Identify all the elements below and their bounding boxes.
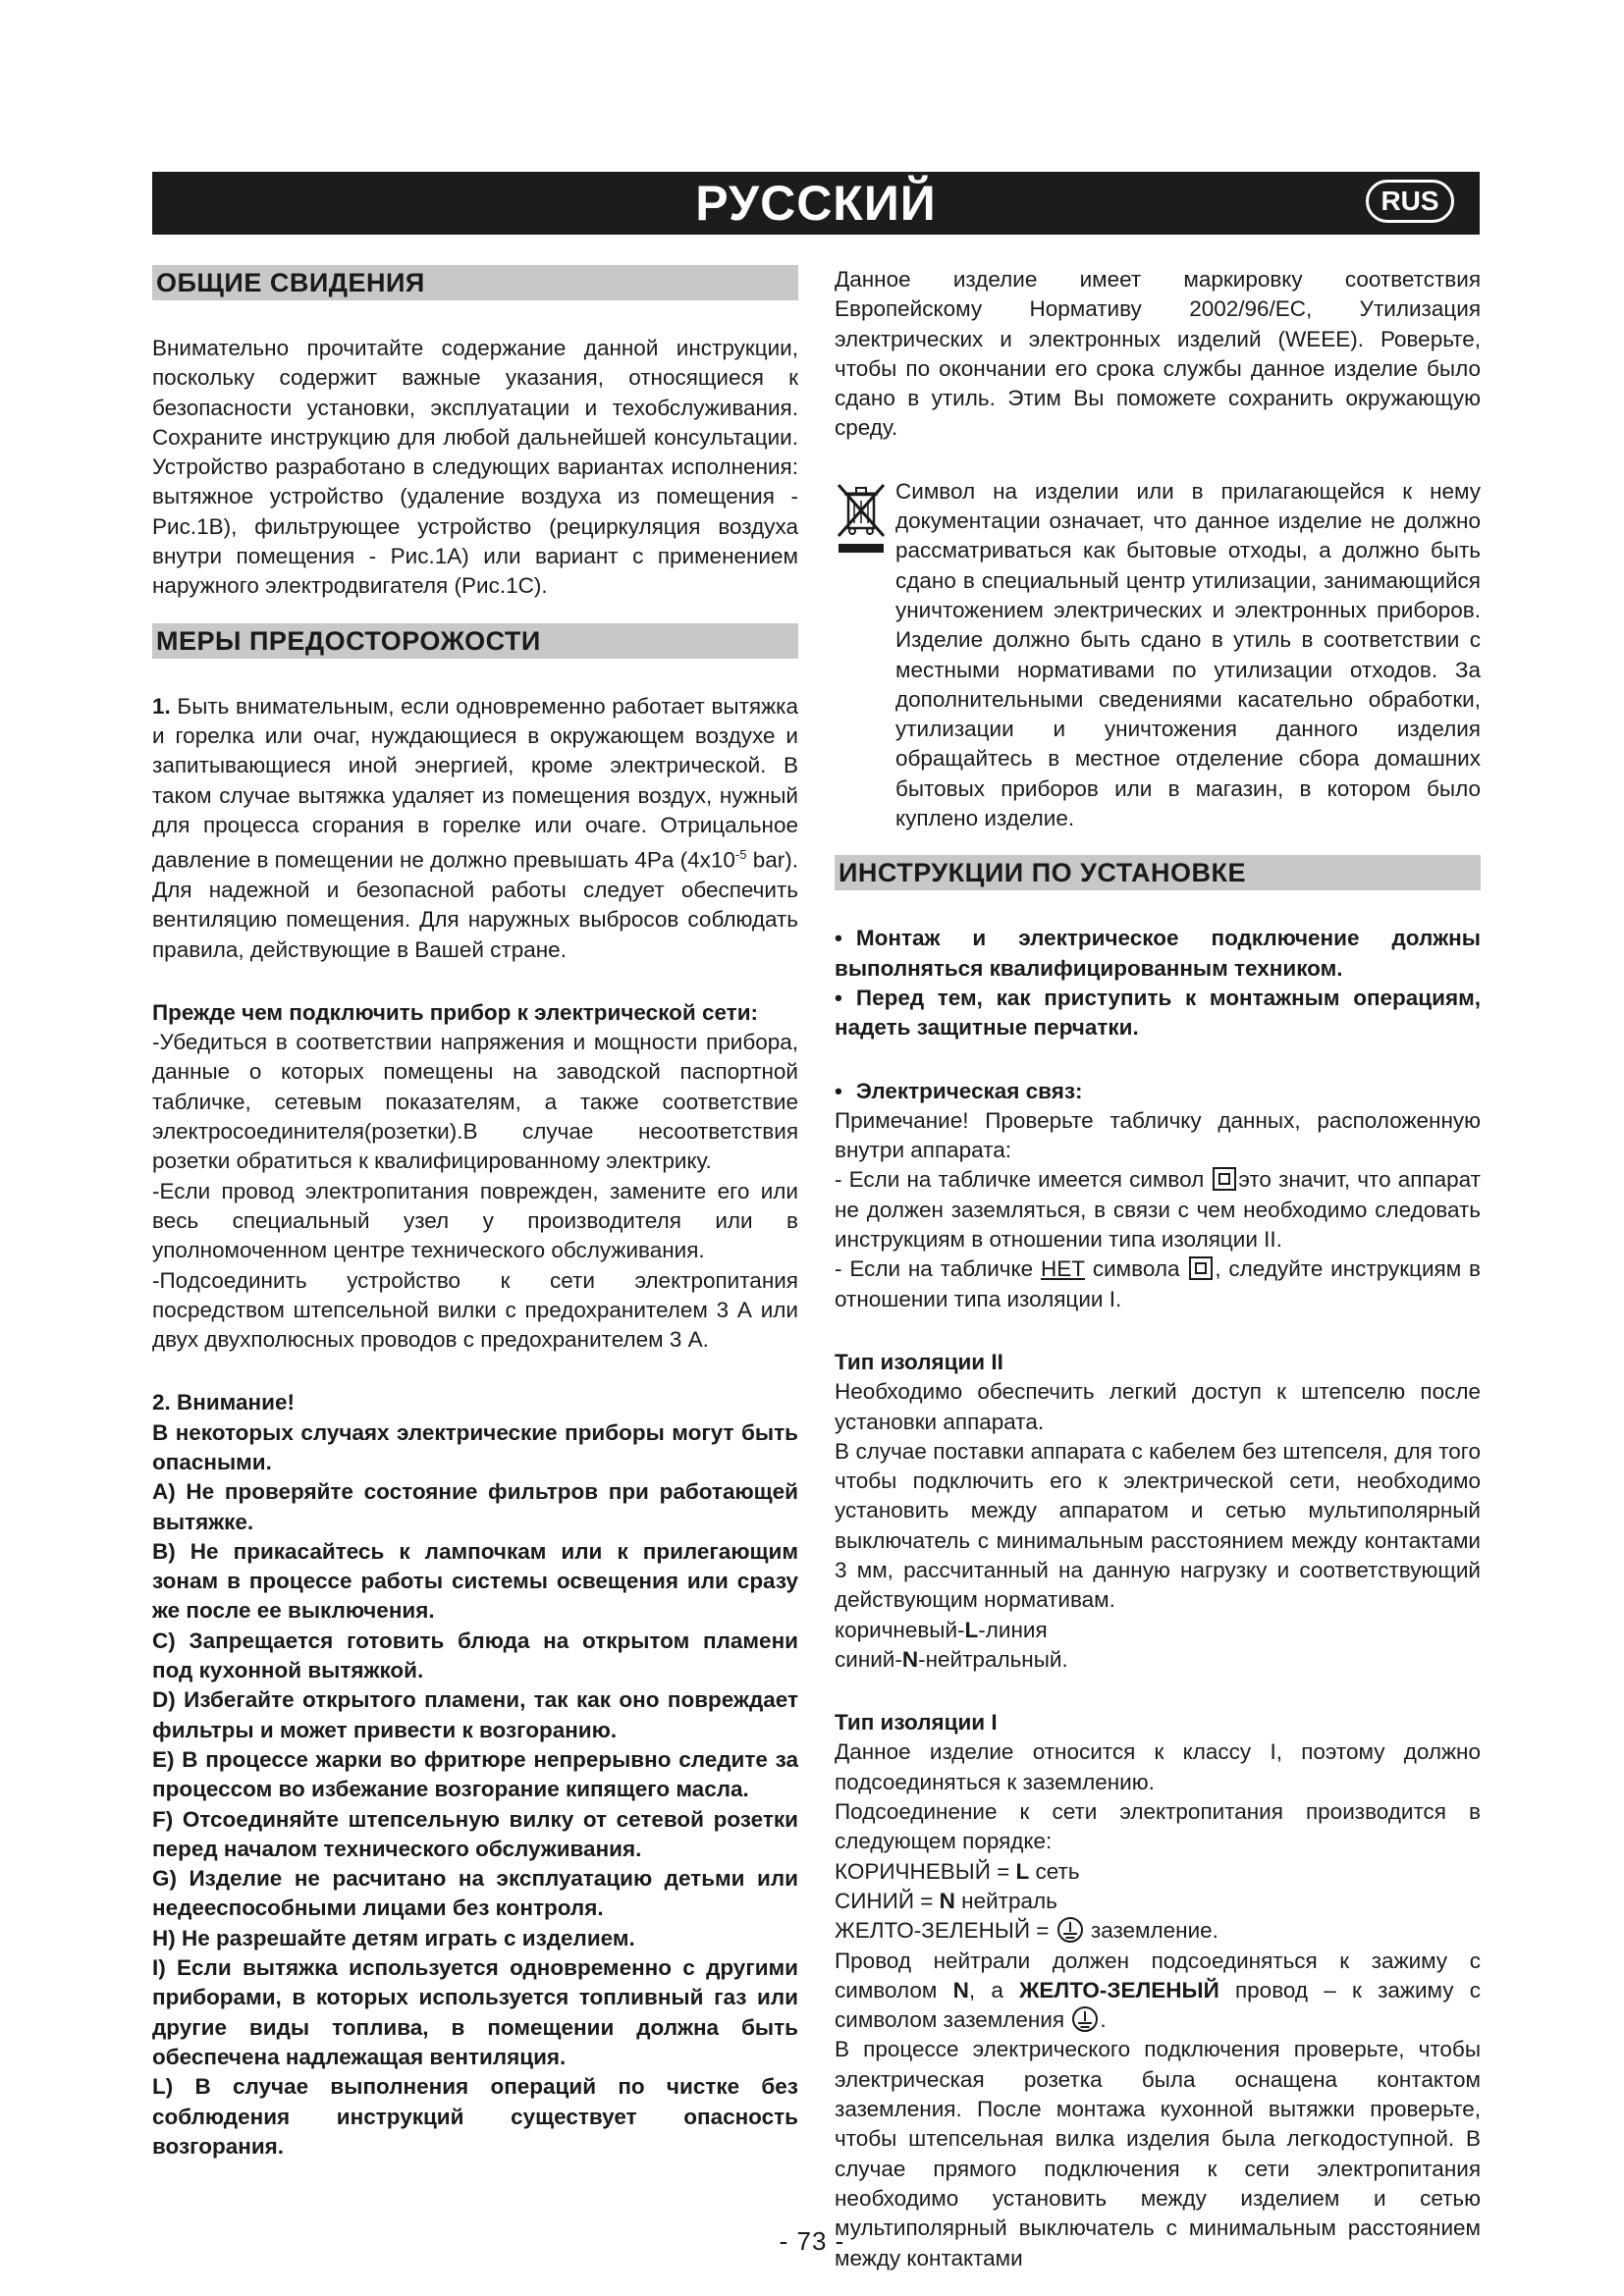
attention-intro: В некоторых случаях электрические приборы могут быть опасными. xyxy=(152,1419,798,1474)
double-insulation-icon xyxy=(1213,1167,1236,1191)
weee-block xyxy=(835,477,1481,834)
neutral-connection-c: , а xyxy=(968,1977,1020,2002)
wire-neutral-a: синий- xyxy=(835,1646,902,1672)
before-connect-title: Прежде чем подключить прибор к электрической сети: xyxy=(152,999,759,1025)
class-i-title: Тип изоляции I xyxy=(835,1710,998,1735)
banner-title: РУССКИЙ xyxy=(695,176,937,231)
class-i-check-c: , следуйте инструкциям в отношении типа изоляции I. xyxy=(835,1256,1481,1311)
before-connect-item: -Если провод электропитания поврежден, замените его или весь специальный узел у производителя или в уполномоченном центре технического обслуживания. xyxy=(152,1178,798,1263)
class-ii-paragraph: В случае поставки аппарата с кабелем без штепселя, для того чтобы подключить его к электрической сети, необходимо установить между аппаратом и сетью мультиполярный выключатель с минимальным расстоянием между контактами 3 мм, рассчитанный на данную нагрузку и соответствующий действующим нормативам. xyxy=(835,1438,1481,1613)
weee-intro: Данное изделие имеет маркировку соответствия Европейскому Нормативу 2002/96/EC, Утилизация электрических и электронных изделий (WEEE). Роверьте, чтобы по окончании его срока службы данное изделие было сдано в утиль. Этим Вы поможете сохранить окружающую среду. xyxy=(835,267,1481,441)
brown-wire-c: сеть xyxy=(1029,1858,1080,1884)
section-heading-precautions: МЕРЫ ПРЕДОСТОРОЖОСТИ xyxy=(152,623,798,659)
blue-wire-a: СИНИЙ = xyxy=(835,1888,940,1913)
class-i-paragraph: Подсоединение к сети электропитания производится в следующем порядке: xyxy=(835,1799,1481,1854)
attention-item: E) В процессе жарки во фритюре непрерывно следите за процессом во избежание возгорание кипящего масла. xyxy=(152,1746,798,1802)
section-heading-installation: ИНСТРУКЦИИ ПО УСТАНОВКЕ xyxy=(835,855,1481,890)
wire-line xyxy=(835,1616,1481,1645)
brown-wire-letter: L xyxy=(1015,1858,1030,1884)
brown-wire xyxy=(835,1857,1481,1887)
electrical-title: • Электрическая связ: xyxy=(835,1077,1481,1106)
blue-wire-c: нейтраль xyxy=(954,1888,1057,1913)
yellow-green-wire-a: ЖЕЛТО-ЗЕЛЕНЫЙ = xyxy=(835,1918,1056,1944)
attention-item: D) Избегайте открытого пламени, так как оно повреждает фильтры и может привести к возгоранию. xyxy=(152,1687,798,1742)
attention-item: B) Не прикасайтесь к лампочкам или к прилегающим зонам в процессе работы системы освещения или сразу же после ее выключения. xyxy=(152,1538,798,1624)
class-ii-check xyxy=(835,1165,1481,1255)
general-paragraph: Внимательно прочитайте содержание данной инструкции, поскольку содержит важные указания, относящиеся к безопасности установки, эксплуатации и техобслуживания. Сохраните инструкцию для любой дальнейшей консультации. Устройство разработано в следующих вариантах исполнения: вытяжное устройство (удаление воздуха из помещения - Рис.1B), фильтрующее устройство (рециркуляция воздуха внутри помещения - Рис.1A) или вариант с применением наружного электродвигателя (Рис.1C). xyxy=(152,336,798,599)
brown-wire-a: КОРИЧНЕВЫЙ = xyxy=(835,1858,1016,1884)
attention-item: H) Не разрешайте детям играть с изделием. xyxy=(152,1925,635,1950)
attention-item: F) Отсоединяйте штепсельную вилку от сетевой розетки перед началом технического обслуживания. xyxy=(152,1806,798,1861)
blue-wire-letter: N xyxy=(939,1888,955,1913)
final-paragraph: В процессе электрического подключения проверьте, чтобы электрическая розетка была оснащена контактом заземления. После монтажа кухонной вытяжки проверьте, чтобы штепсельная вилка изделия была легкодоступной. В случае прямого подключения к сети электропитания необходимо установить между изделием и сетью мультиполярный выключатель с минимальным расстоянием между контактами xyxy=(835,2037,1481,2270)
class-i-check xyxy=(835,1255,1481,1314)
precaution-1-exponent: -5 xyxy=(734,847,747,863)
before-connect-item: -Убедиться в соответствии напряжения и мощности прибора, данные о которых помещены на заводской паспортной табличке, сетевым показателям, а также соответствие электросоединителя(розетки).В случае несоответствия розетки обратиться к квалифицированному электрику. xyxy=(152,1030,798,1174)
page-number: - 73 - xyxy=(779,2226,845,2256)
neutral-connection-letter: N xyxy=(952,1977,969,2002)
attention-item: C) Запрещается готовить блюда на открытом пламени под кухонной вытяжкой. xyxy=(152,1628,798,1683)
language-badge: RUS xyxy=(1366,180,1454,223)
install-bullet: • Монтаж и электрическое подключение должны выполняться квалифицированным техником. xyxy=(835,924,1481,984)
neutral-connection-a: Провод нейтрали должен подсоединяться к зажиму с символом xyxy=(835,1948,1481,2002)
attention-item: L) В случае выполнения операций по чистке без соблюдения инструкций существует опасность возгорания. xyxy=(152,2074,798,2159)
weee-symbol-text: Символ на изделии или в прилагающейся к нему документации означает, что данное изделие не должно рассматриваться как бытовые отходы, а должно быть сдано в специальный центр утилизации, занимающийся уничтожением электрических и электронных приборов. Изделие должно быть сдано в утиль в соответствии с местными нормативами по утилизации отходов. За дополнительными сведениями касательно обработки, утилизации и уничтожения данного изделия обращайтесь в местное отделение сбора домашних бытовых приборов или в магазин, в котором было куплено изделие. xyxy=(895,478,1481,831)
wire-neutral xyxy=(835,1645,1481,1675)
neutral-connection xyxy=(835,1947,1481,2036)
class-ii-check-b: это значит, что аппарат не должен заземляться, в связи с чем необходимо следовать инструкциям в отношении типа изоляции II. xyxy=(835,1167,1481,1253)
class-i-check-underlined: НЕТ xyxy=(1040,1256,1085,1282)
attention-title: 2. Внимание! xyxy=(152,1390,295,1415)
double-insulation-icon xyxy=(1189,1256,1213,1280)
class-ii-paragraph: Необходимо обеспечить легкий доступ к штепселю после установки аппарата. xyxy=(835,1379,1481,1434)
precaution-1-text-a: Быть внимательным, если одновременно работает вытяжка и горелка или очаг, нуждающиеся в окружающем воздухе и запитывающиеся иной энергией, кроме электрической. В таком случае вытяжка удаляет из помещения воздух, нужный для процесса сгорания в горелке или очаге. Отрицальное давление в помещении не должно превышать 4Pa (4x10 xyxy=(152,693,798,873)
class-i-check-b: символа xyxy=(1084,1256,1180,1282)
attention-item: A) Не проверяйте состояние фильтров при работающей вытяжке. xyxy=(152,1479,798,1534)
yellow-green-wire xyxy=(835,1916,1481,1946)
attention-item: G) Изделие не расчитано на эксплуатацию детьми или недееспособными лицами без контроля. xyxy=(152,1866,798,1921)
wire-neutral-c: -нейтральный. xyxy=(918,1646,1068,1672)
wire-line-letter: L xyxy=(964,1617,979,1642)
precaution-1-text-b: bar). Для надежной и безопасной работы следует обеспечить вентиляцию помещения. Для наружных выбросов соблюдать правила, действующие в Вашей стране. xyxy=(152,847,798,962)
class-ii-title: Тип изоляции II xyxy=(835,1349,1003,1374)
before-connect-item: -Подсоединить устройство к сети электропитания посредством штепсельной вилки с предохранителем 3 А или двух двухполюсных проводов с предохранителем 3 А. xyxy=(152,1267,798,1353)
attention-item: I) Если вытяжка используется одновременно с другими приборами, в которых используется топливный газ или другие виды топлива, в помещении должна быть обеспечена надлежащая вентиляция. xyxy=(152,1955,798,2069)
left-column xyxy=(152,265,798,2162)
data-plate-note: Примечание! Проверьте табличку данных, расположенную внутри аппарата: xyxy=(835,1107,1481,1163)
blue-wire xyxy=(835,1887,1481,1916)
right-column xyxy=(835,265,1481,2273)
precaution-1 xyxy=(152,692,798,965)
earth-ground-icon xyxy=(1057,1917,1083,1943)
section-heading-general: ОБЩИЕ СВИДЕНИЯ xyxy=(152,265,798,300)
neutral-connection-f: . xyxy=(1100,2007,1107,2033)
wire-neutral-letter: N xyxy=(901,1646,919,1672)
install-bullet: • Перед тем, как приступить к монтажным операциям, надеть защитные перчатки. xyxy=(835,984,1481,1043)
language-banner xyxy=(152,172,1480,235)
wire-line-c: -линия xyxy=(978,1617,1048,1642)
class-i-paragraph: Данное изделие относится к классу I, поэтому должно подсоединяться к заземлению. xyxy=(835,1739,1481,1794)
earth-ground-icon xyxy=(1072,2006,1098,2032)
precaution-1-number: 1. xyxy=(152,693,171,719)
class-ii-check-a: - Если на табличке имеется символ xyxy=(835,1167,1205,1193)
yellow-green-wire-c: заземление. xyxy=(1084,1918,1218,1944)
wire-line-a: коричневый- xyxy=(835,1617,965,1642)
class-i-check-a: - Если на табличке xyxy=(835,1256,1041,1282)
neutral-connection-bold: ЖЕЛТО-ЗЕЛЕНЫЙ xyxy=(1019,1977,1219,2002)
neutral-connection-e: провод – к зажиму с символом заземления xyxy=(835,1977,1481,2033)
weee-crossed-bin-icon xyxy=(835,481,888,556)
